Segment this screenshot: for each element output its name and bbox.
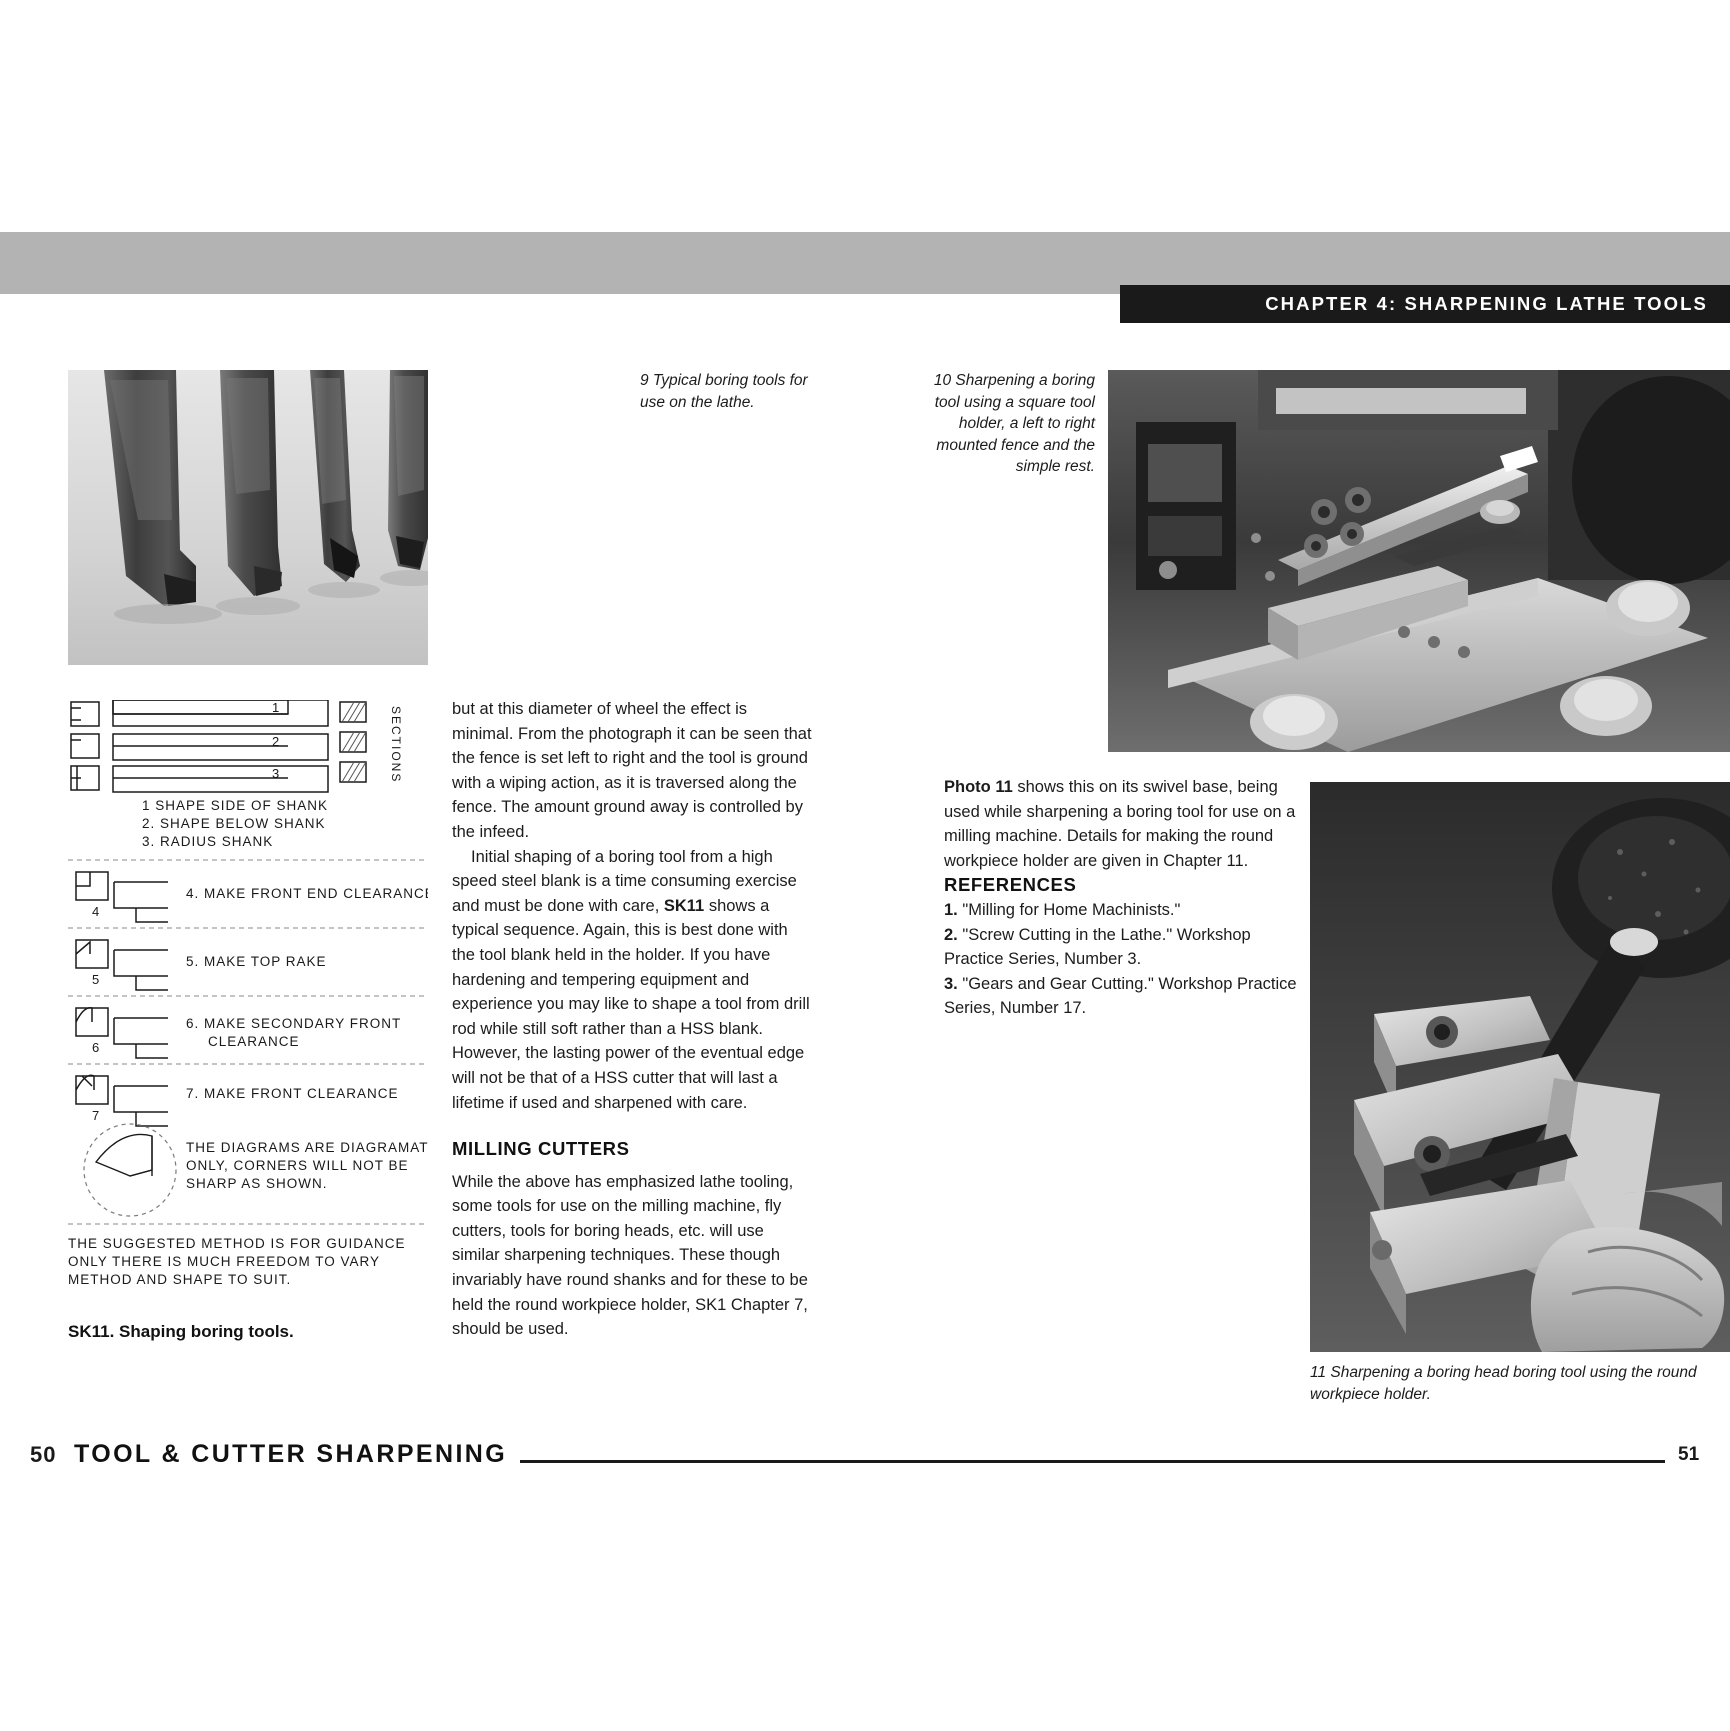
milling-cutters-heading: MILLING CUTTERS bbox=[452, 1138, 630, 1160]
right-text-column bbox=[944, 775, 1304, 1021]
figure-10-photo bbox=[1108, 370, 1730, 752]
svg-text:SHARP AS SHOWN.: SHARP AS SHOWN. bbox=[186, 1176, 328, 1191]
svg-text:3. RADIUS SHANK: 3. RADIUS SHANK bbox=[142, 834, 274, 849]
left-para-2-a: Initial shaping of a boring tool from a high speed steel blank is a time consuming exercise and must be done with care, bbox=[452, 847, 797, 915]
svg-text:2. SHAPE BELOW SHANK: 2. SHAPE BELOW SHANK bbox=[142, 816, 326, 831]
references-heading: REFERENCES bbox=[944, 874, 1077, 896]
reference-item-2 bbox=[944, 923, 1304, 972]
sk11-reference: SK11 bbox=[663, 896, 705, 915]
reference-3-number: 3. bbox=[944, 974, 958, 993]
sk11-diagram bbox=[68, 700, 428, 1300]
svg-text:1: 1 bbox=[272, 700, 280, 715]
svg-text:THE SUGGESTED METHOD IS FOR GU: THE SUGGESTED METHOD IS FOR GUIDANCE bbox=[68, 1236, 406, 1251]
right-para-1 bbox=[944, 775, 1304, 873]
svg-text:METHOD AND SHAPE TO SUIT.: METHOD AND SHAPE TO SUIT. bbox=[68, 1272, 292, 1287]
reference-1-text: "Milling for Home Machinists." bbox=[957, 900, 1181, 919]
left-para-2 bbox=[452, 845, 812, 1116]
left-para-2-b: shows a typical sequence. Again, this is best done with the tool blank held in the holder. If you have hardening and tempering equipment and experience you may like to shape a tool from drill rod while still soft rather than a HSS blank. However, the lasting power of the eventual edge will not be that of a HSS cutter that will last a lifetime if used and sharpened with care. bbox=[452, 896, 810, 1112]
left-text-column bbox=[452, 697, 812, 1342]
svg-text:7. MAKE FRONT CLEARANCE: 7. MAKE FRONT CLEARANCE bbox=[186, 1086, 399, 1101]
page-number-right: 51 bbox=[1678, 1444, 1700, 1465]
svg-text:ONLY, CORNERS WILL NOT BE: ONLY, CORNERS WILL NOT BE bbox=[186, 1158, 409, 1173]
chapter-label: CHAPTER 4: bbox=[1265, 293, 1398, 314]
book-title: TOOL & CUTTER SHARPENING bbox=[74, 1440, 508, 1468]
figure-9-photo bbox=[68, 370, 428, 665]
svg-text:6: 6 bbox=[92, 1040, 100, 1055]
reference-item-3 bbox=[944, 972, 1304, 1021]
left-para-3: While the above has emphasized lathe tooling, some tools for use on the milling machine, fly cutters, tools for boring heads, etc. will use similar sharpening techniques. These though invariably have round shanks and for these to be held the round workpiece holder, SK1 Chapter 7, should be used. bbox=[452, 1172, 808, 1339]
reference-3-text: "Gears and Gear Cutting." Workshop Practice Series, Number 17. bbox=[944, 974, 1297, 1018]
svg-text:1 SHAPE SIDE OF SHANK: 1 SHAPE SIDE OF SHANK bbox=[142, 798, 329, 813]
figure-11-photo bbox=[1310, 782, 1730, 1352]
right-para-1-text: shows this on its swivel base, being used while sharpening a boring tool for use on a milling machine. Details for making the round workpiece holder are given in Chapter 11. bbox=[944, 778, 1296, 870]
footer-rule bbox=[520, 1460, 1665, 1463]
figure-11-caption: 11 Sharpening a boring head boring tool using the round workpiece holder. bbox=[1310, 1364, 1697, 1403]
svg-text:7: 7 bbox=[92, 1108, 100, 1123]
figure-10-caption: 10 Sharpening a boring tool using a square tool holder, a left to right mounted fence and the simple rest. bbox=[933, 372, 1095, 475]
page-footer bbox=[0, 1440, 1730, 1480]
svg-text:THE DIAGRAMS ARE DIAGRAMATIC: THE DIAGRAMS ARE DIAGRAMATIC bbox=[186, 1140, 428, 1155]
photo-11-reference: Photo 11 bbox=[944, 778, 1013, 796]
svg-text:SECTIONS: SECTIONS bbox=[389, 706, 403, 784]
svg-text:ONLY THERE IS MUCH FREEDOM TO: ONLY THERE IS MUCH FREEDOM TO VARY bbox=[68, 1254, 381, 1269]
left-para-1: but at this diameter of wheel the effect is minimal. From the photograph it can be seen that the fence is set left to right and the tool is ground with a wiping action, as it is traversed along the fence. The amount ground away is controlled by the infeed. bbox=[452, 700, 812, 841]
svg-text:CLEARANCE: CLEARANCE bbox=[208, 1034, 300, 1049]
page-number-left: 50 bbox=[30, 1442, 57, 1467]
figure-9-caption: 9 Typical boring tools for use on the lathe. bbox=[640, 372, 808, 411]
svg-text:3: 3 bbox=[272, 766, 280, 781]
reference-2-number: 2. bbox=[944, 925, 958, 944]
svg-text:6. MAKE SECONDARY FRONT: 6. MAKE SECONDARY FRONT bbox=[186, 1016, 402, 1031]
chapter-header bbox=[1120, 285, 1730, 323]
svg-text:5: 5 bbox=[92, 972, 100, 987]
reference-2-text: "Screw Cutting in the Lathe." Workshop Practice Series, Number 3. bbox=[944, 925, 1251, 969]
reference-1-number: 1. bbox=[944, 900, 958, 919]
sk11-title: SK11. Shaping boring tools. bbox=[68, 1322, 294, 1341]
svg-text:2: 2 bbox=[272, 734, 280, 749]
chapter-title: SHARPENING LATHE TOOLS bbox=[1404, 293, 1708, 314]
svg-text:4: 4 bbox=[92, 904, 100, 919]
svg-text:4. MAKE FRONT END CLEARANCE: 4. MAKE FRONT END CLEARANCE bbox=[186, 886, 428, 901]
reference-item-1 bbox=[944, 898, 1304, 923]
svg-text:5. MAKE TOP RAKE: 5. MAKE TOP RAKE bbox=[186, 954, 327, 969]
